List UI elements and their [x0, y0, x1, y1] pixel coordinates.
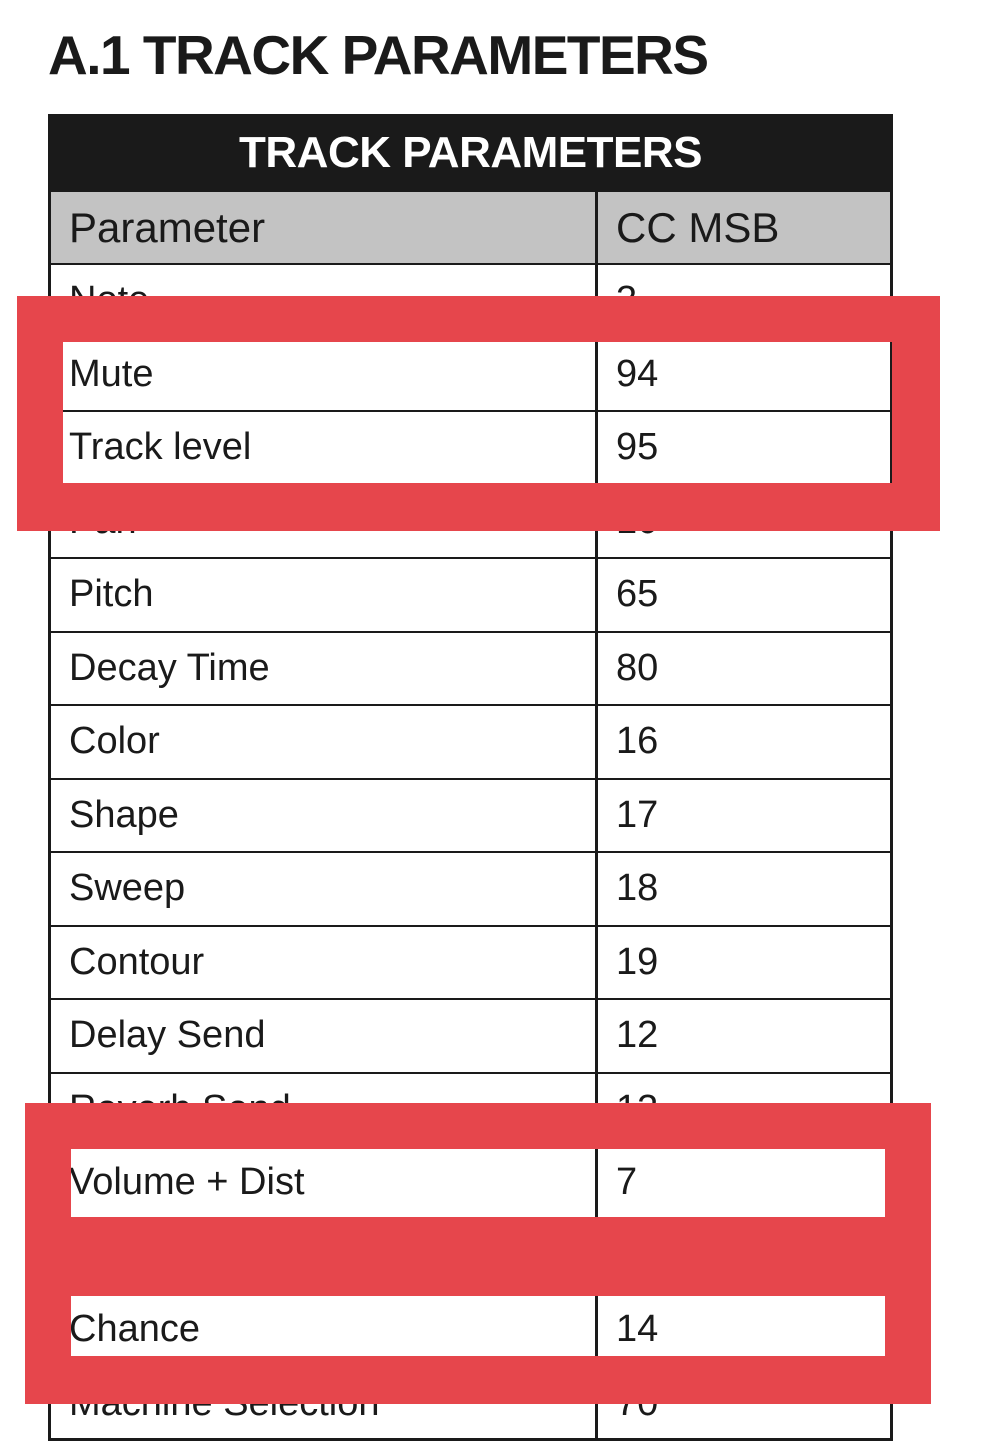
table-header-row: [51, 192, 890, 265]
redaction-box-bottom-upper: [25, 1103, 931, 1263]
parameter-cell: Track level: [51, 412, 598, 484]
parameter-cell: Volume + Dist: [51, 1147, 598, 1219]
cc-msb-cell: 14: [616, 1308, 659, 1351]
table-row: [51, 780, 890, 854]
cc-msb-cell: 65: [616, 573, 659, 616]
cc-msb-cell: 12: [616, 1014, 659, 1057]
page-title: A.1 TRACK PARAMETERS: [48, 24, 708, 86]
cc-msb-cell: 19: [616, 940, 659, 983]
cc-msb-cell: 94: [616, 352, 659, 395]
cc-msb-cell: 80: [616, 646, 659, 689]
header-cc-msb: CC MSB: [616, 203, 780, 251]
table-row: [51, 706, 890, 780]
parameter-cell: Note: [51, 265, 598, 337]
cc-msb-cell: 3: [616, 279, 638, 322]
table-caption: TRACK PARAMETERS: [51, 114, 890, 192]
parameter-cell: Delay Send: [51, 1000, 598, 1072]
parameter-cell: Pitch: [51, 559, 598, 631]
parameter-cell: Shape: [51, 780, 598, 852]
cc-msb-cell: 18: [616, 867, 659, 910]
cc-msb-cell: 13: [616, 1087, 659, 1130]
parameter-cell: Decay Time: [51, 633, 598, 705]
parameter-cell: Sweep: [51, 853, 598, 925]
cc-msb-cell: 16: [616, 720, 659, 763]
cc-msb-cell: 70: [616, 1381, 659, 1424]
cc-msb-cell: 10: [616, 499, 659, 542]
cc-msb-cell: 95: [616, 426, 659, 469]
cc-msb-cell: 7: [616, 1161, 638, 1204]
table-row: [51, 633, 890, 707]
header-parameter: Parameter: [51, 192, 598, 263]
parameter-cell: Pan: [51, 486, 598, 558]
parameter-cell: Machine Selection: [51, 1368, 598, 1440]
parameter-cell: Color: [51, 706, 598, 778]
table-row: [51, 1000, 890, 1074]
parameter-cell: Reverb Send: [51, 1074, 598, 1146]
parameter-cell: Contour: [51, 927, 598, 999]
parameter-cell: Mute: [51, 339, 598, 411]
table-row: [51, 853, 890, 927]
redaction-box-bottom-lower: [25, 1250, 931, 1404]
cc-msb-cell: 17: [616, 793, 659, 836]
parameter-cell: Chance: [51, 1294, 598, 1366]
redaction-box-top: [17, 296, 940, 531]
table-row: [51, 559, 890, 633]
table-row: [51, 927, 890, 1001]
